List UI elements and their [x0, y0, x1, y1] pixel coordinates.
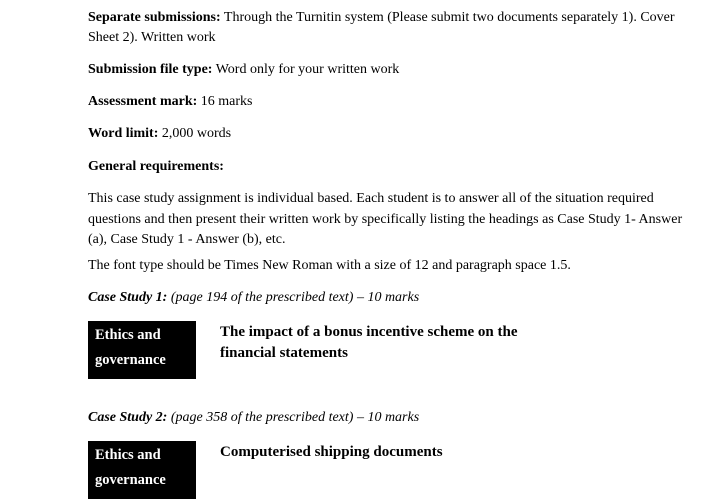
case-study-1-tag-line-1: Ethics and — [95, 327, 161, 343]
case-study-2-heading — [88, 408, 419, 428]
case-study-2-detail: (page 358 of the prescribed text) – 10 marks — [167, 410, 420, 425]
file-type-text: Word only for your written work — [212, 62, 400, 77]
general-requirements-heading: General requirements: — [88, 159, 224, 174]
word-limit-paragraph — [88, 124, 231, 144]
separate-submissions-paragraph — [88, 8, 688, 48]
case-study-1-tag-line-2: governance — [95, 352, 166, 368]
word-limit-text: 2,000 words — [158, 126, 232, 141]
file-type-label: Submission file type: — [88, 62, 213, 77]
font-requirement-paragraph: The font type should be Times New Roman with a size of 12 and paragraph space 1.5. — [88, 258, 571, 273]
case-study-1-topic: The impact of a bonus incentive scheme on the financial statements — [220, 324, 518, 361]
assessment-mark-text: 16 marks — [197, 94, 253, 109]
separate-submissions-text: Through the Turnitin system (Please submit two documents separately 1). Cover Sheet 2). Written work — [88, 10, 675, 45]
separate-submissions-label: Separate submissions: — [88, 10, 221, 25]
case-study-2-label: Case Study 2: — [88, 410, 168, 425]
case-study-2-category-tag — [88, 441, 196, 499]
case-study-2-topic: Computerised shipping documents — [220, 444, 443, 460]
case-study-1-detail: (page 194 of the prescribed text) – 10 marks — [167, 290, 420, 305]
assessment-mark-label: Assessment mark: — [88, 94, 198, 109]
case-study-1-label: Case Study 1: — [88, 290, 168, 305]
file-type-paragraph — [88, 60, 399, 80]
case-study-1-heading — [88, 288, 419, 308]
general-requirements-body: This case study assignment is individual based. Each student is to answer all of the situation required questions and then present their written work by specifically listing the headings as Case Study 1- Answer (a), Case Study 1 - Answer (b), etc. — [88, 191, 683, 247]
case-study-2-tag-line-1: Ethics and — [95, 447, 161, 463]
case-study-2-tag-line-2: governance — [95, 472, 166, 488]
assessment-mark-paragraph — [88, 92, 252, 112]
case-study-1-category-tag — [88, 321, 196, 379]
word-limit-label: Word limit: — [88, 126, 159, 141]
